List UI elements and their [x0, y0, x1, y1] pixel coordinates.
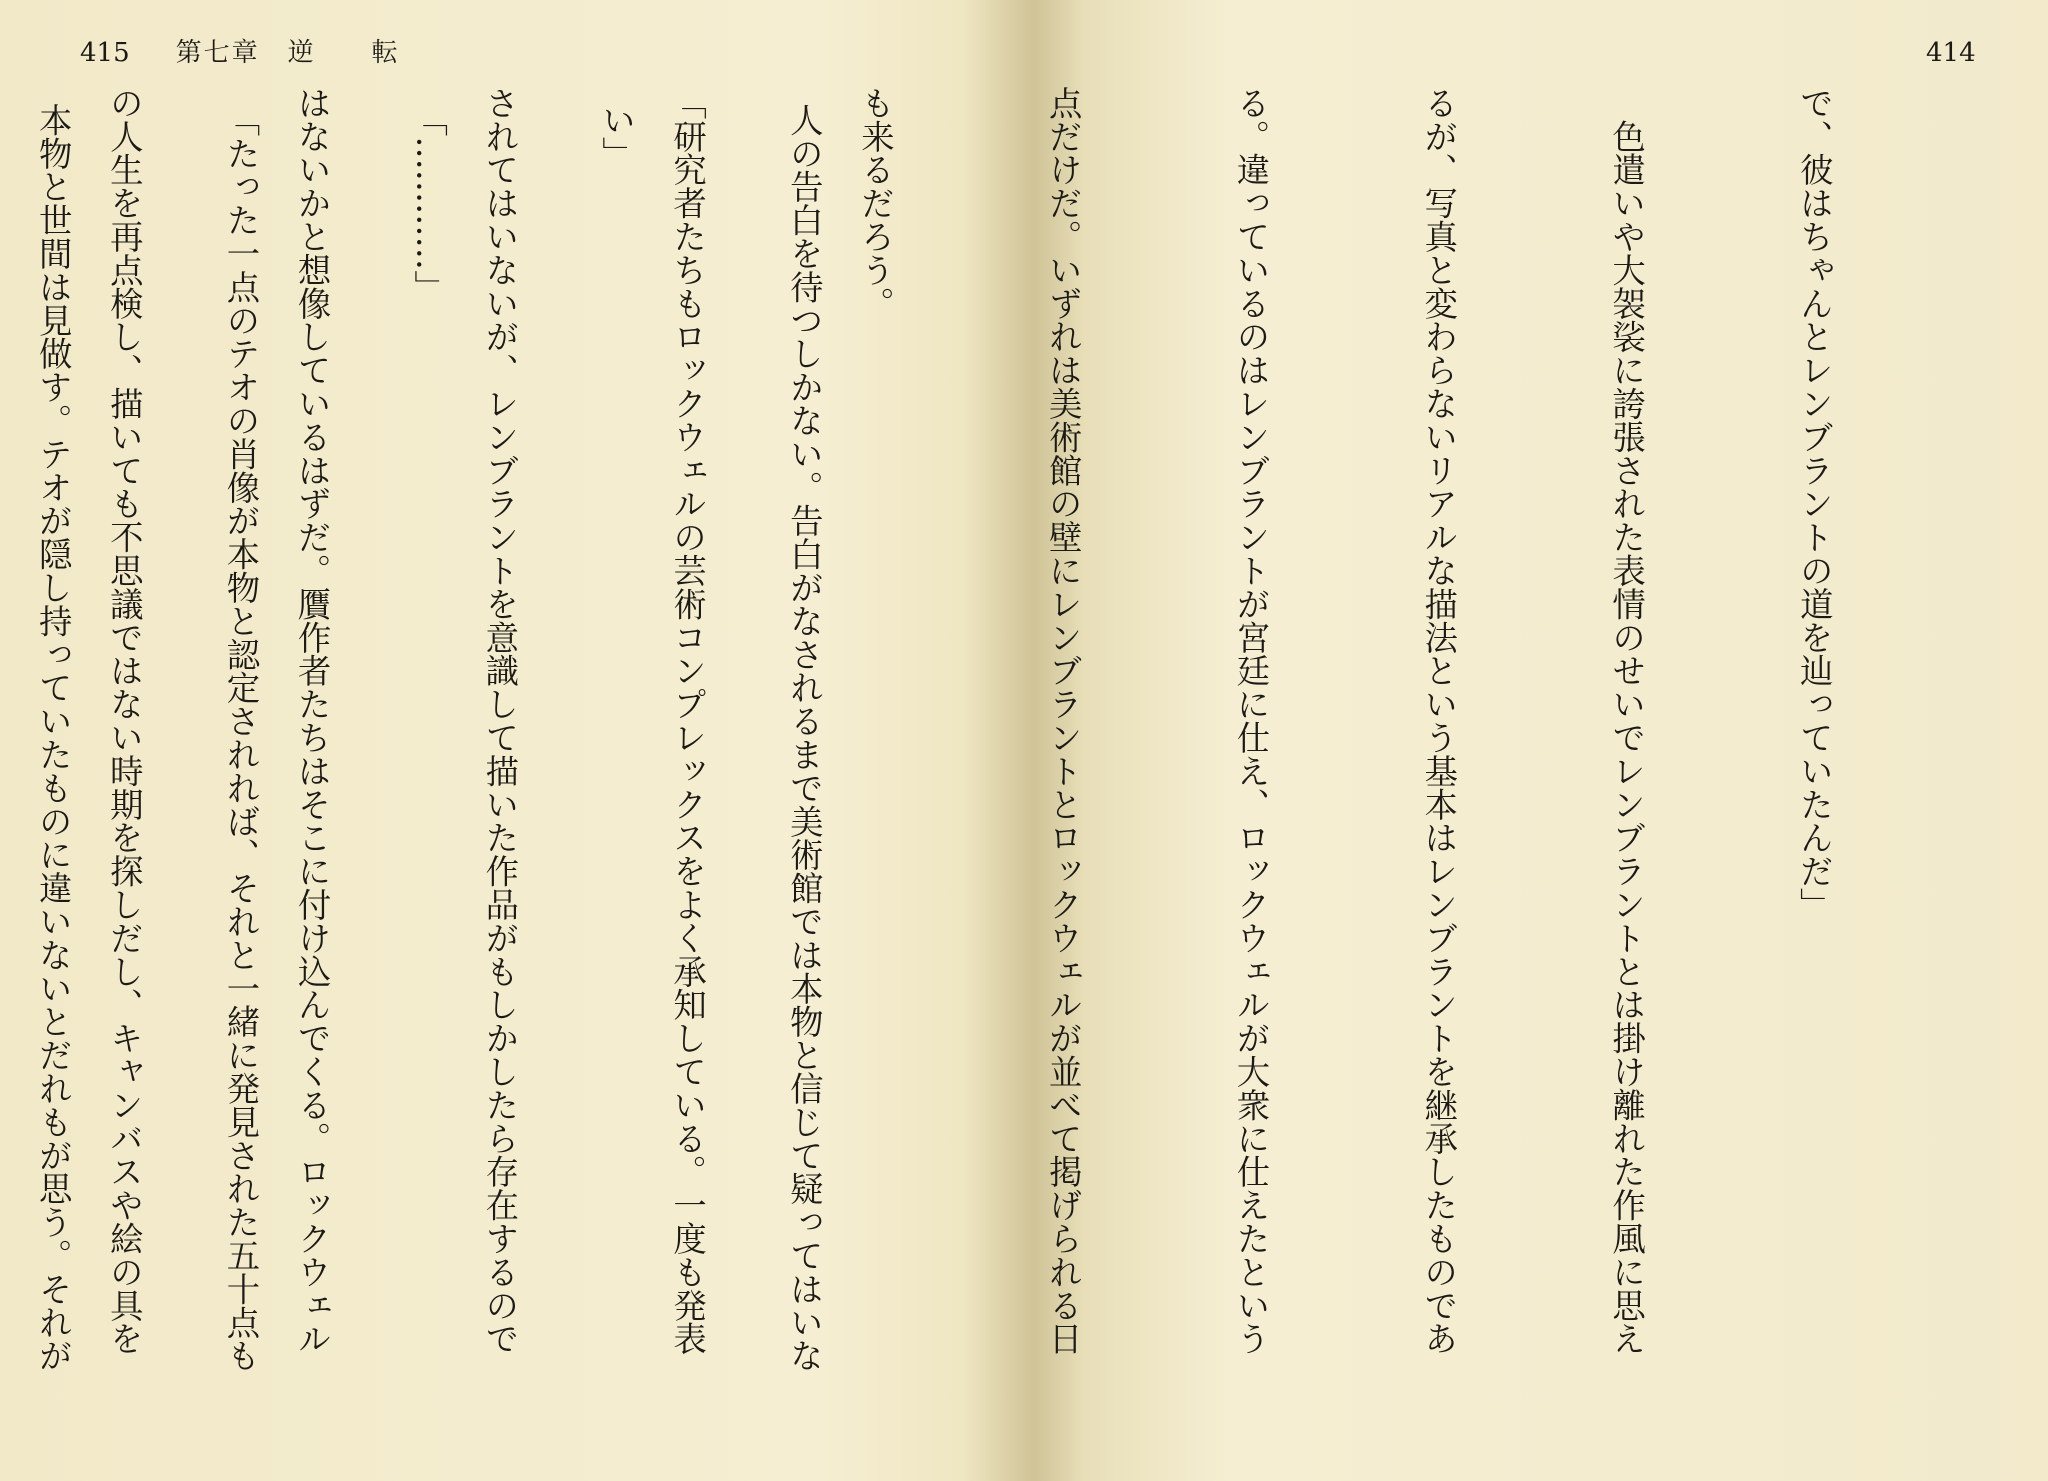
- text-line: 「研究者たちもロックウェルの芸術コンプレックスをよく承知している。一度も発表: [668, 86, 708, 1356]
- left-page-number: 415: [80, 38, 130, 68]
- text-line: 本物と世間は見做す。テオが隠し持っていたものに違いないとだれもが思う。それが: [33, 103, 73, 1373]
- text-line: る。違っているのはレンブラントが宮廷に仕え、ロックウェルが大衆に仕えたという: [1231, 86, 1271, 1356]
- chapter-title: 第七章 逆 転: [175, 38, 400, 68]
- text-line: 人の告白を待つしかない。告白がなされるまで美術館では本物と信じて疑ってはいな: [784, 103, 824, 1373]
- text-line: の人生を再点検し、描いても不思議ではない時期を探しだし、キャンバスや絵の具を: [104, 86, 144, 1356]
- text-line: 色遣いや大袈裟に誇張された表情のせいでレンブラントとは掛け離れた作風に思え: [1607, 86, 1647, 1356]
- text-line: 点だけだ。いずれは美術館の壁にレンブラントとロックウェルが並べて掲げられる日: [1043, 86, 1083, 1356]
- text-line: も来るだろう。: [855, 86, 895, 320]
- text-line: で、彼はちゃんとレンブラントの道を辿っていたんだ」: [1794, 86, 1834, 921]
- right-page-number: 414: [1926, 38, 1976, 68]
- text-line: はないかと想像しているはずだ。贋作者たちはそこに付け込んでくる。ロックウェル: [292, 86, 332, 1356]
- text-line: されてはいないが、レンブラントを意識して描いた作品がもしかしたら存在するので: [480, 86, 520, 1356]
- text-line: るが、写真と変わらないリアルな描法という基本はレンブラントを継承したものであ: [1419, 86, 1459, 1356]
- text-line: 「たった一点のテオの肖像が本物と認定されれば、それと一緒に発見された五十点も: [221, 103, 261, 1373]
- text-line: い」: [597, 103, 637, 170]
- text-line: 「…………」: [409, 103, 449, 304]
- left-page-header: [80, 38, 400, 68]
